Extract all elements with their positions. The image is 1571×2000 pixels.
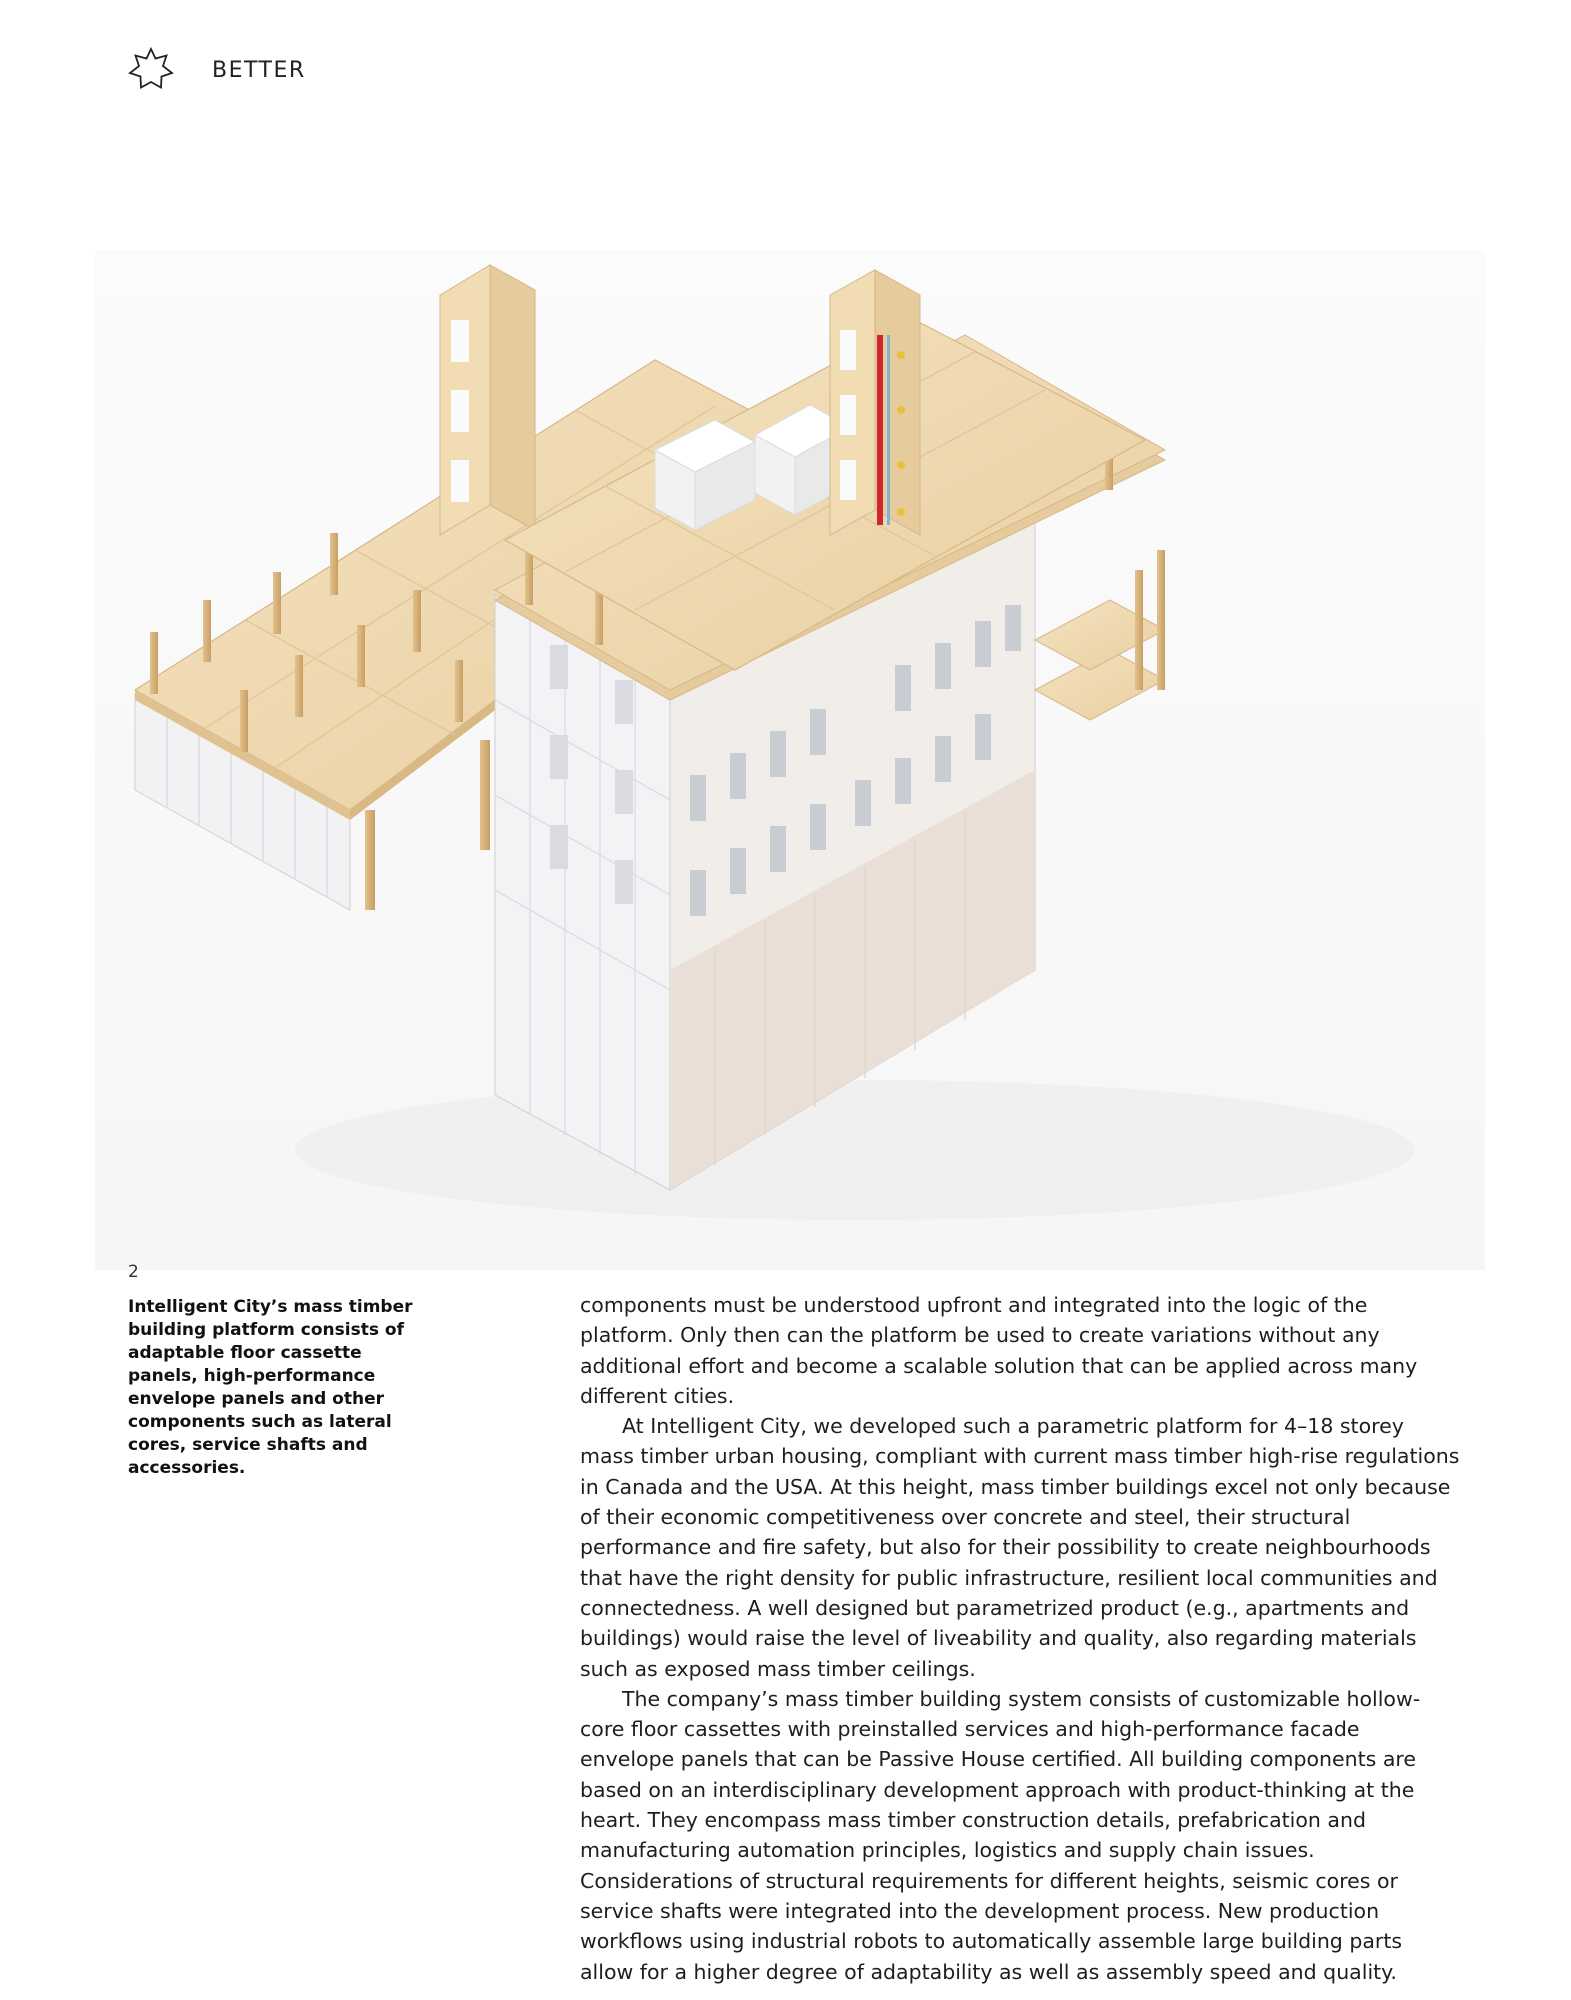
body-paragraph: At Intelligent City, we developed such a parametric platform for 4–18 storey mass timber urban housing, compliant with current mass timber high-rise regulations in Canada and the USA. At this height, mass timber buildings excel not only because of their economic competitiveness over concrete and steel, their structural performance and fire safety, but also for their possibility to create neighbourhoods that have the right density for public infrastructure, resilient local communities and connectedness. A well designed but parametrized product (e.g., apartments and buildings) would raise the level of liveability and quality, also regarding materials such as exposed mass timber ceilings.	[580, 1414, 1460, 1681]
section-title: BETTER	[212, 58, 306, 83]
body-text	[580, 1290, 1460, 1987]
mass-timber-building-drawing	[95, 250, 1485, 1270]
body-paragraph: The company’s mass timber building system consists of customizable hollow-core floor cassettes with preinstalled services and high-performance facade envelope panels that can be Passive House certified. All building components are based on an interdisciplinary development approach with product-thinking at the heart. They encompass mass timber construction details, prefabrication and manufacturing automation principles, logistics and supply chain issues. Considerations of structural requirements for different heights, seismic cores or service shafts were integrated into the development process. New production workflows using industrial robots to automatically assemble large building parts allow for a higher degree of adaptability as well as assembly speed and quality.	[580, 1686, 1421, 1984]
building-axonometric-illustration	[95, 250, 1485, 1270]
figure-caption: Intelligent City’s mass timber building platform consists of adaptable floor cassette panels, high-performance envelope panels and other components such as lateral cores, service shafts and accessories.	[128, 1297, 413, 1478]
seven-point-star-icon	[128, 46, 174, 92]
figure-number: 2	[128, 1262, 139, 1282]
body-paragraph: components must be understood upfront and integrated into the logic of the platform. Only then can the platform be used to create variations without any additional effort and become a scalable solution that can be applied across many different cities.	[580, 1293, 1418, 1408]
page-header	[128, 46, 174, 92]
